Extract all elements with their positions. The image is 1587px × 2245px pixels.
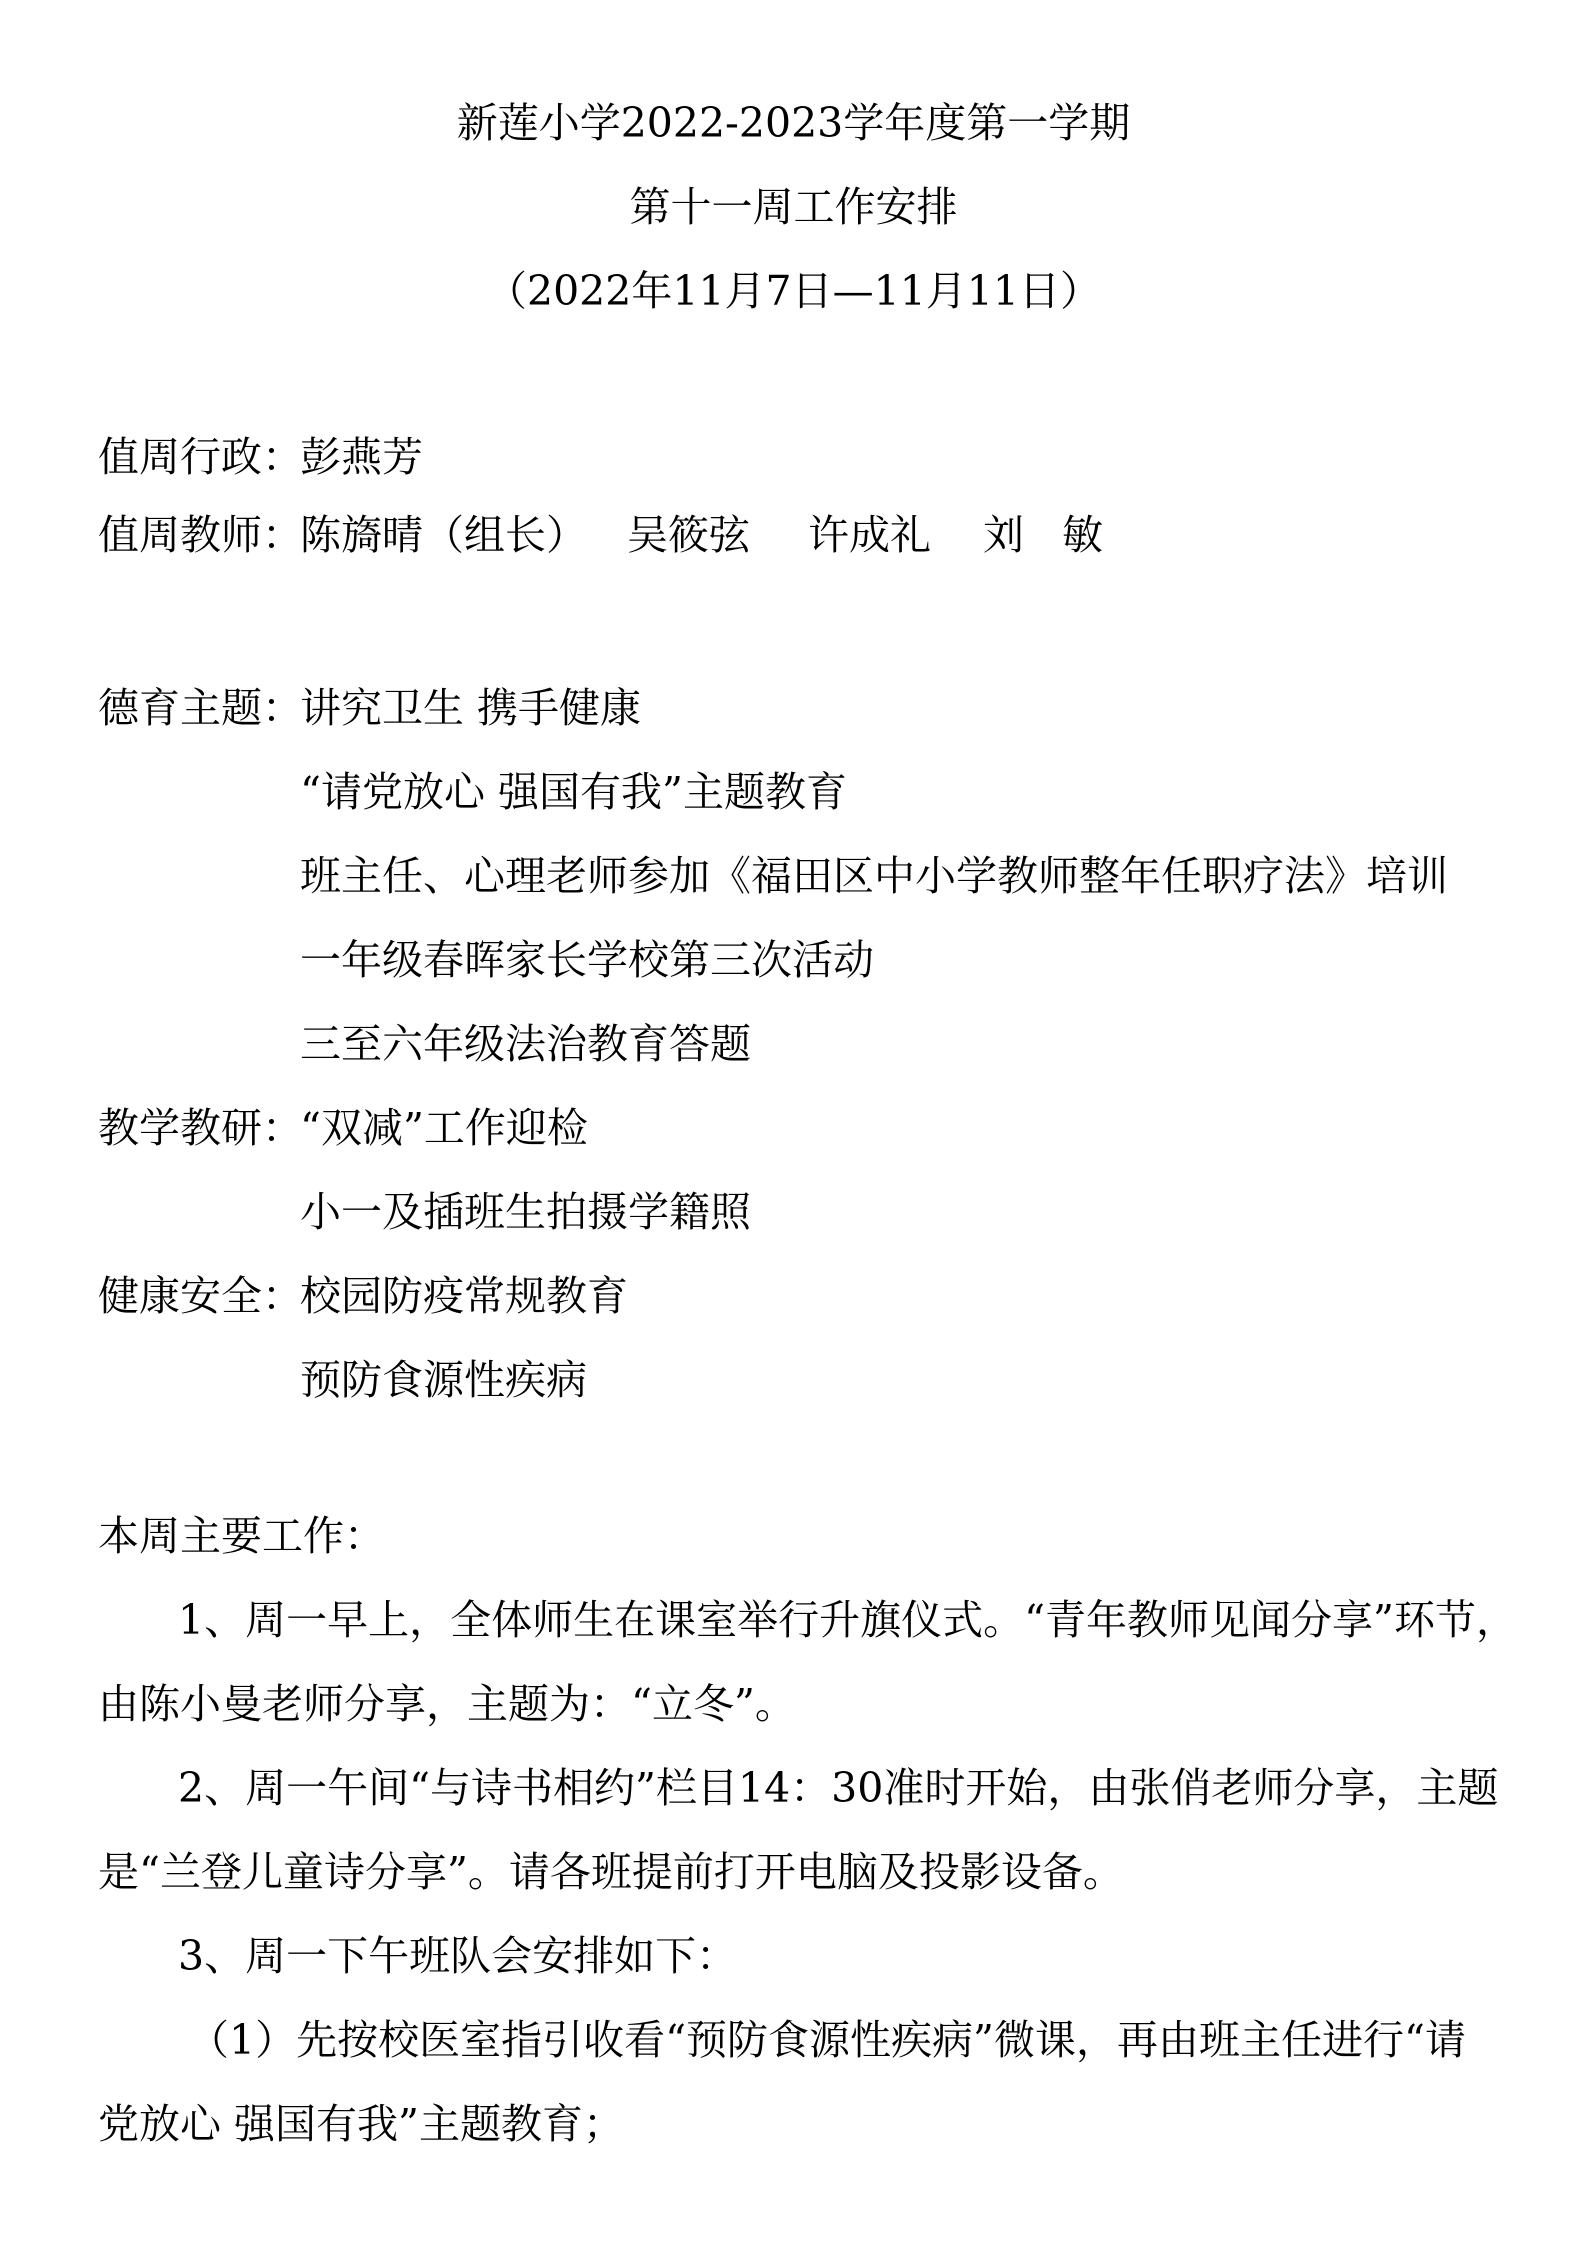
teaching-item: 小一及插班生拍摄学籍照 bbox=[300, 1188, 751, 1236]
safety-item: 校园防疫常规教育 bbox=[300, 1272, 628, 1320]
document-title: 新莲小学2022-2023学年度第一学期 bbox=[456, 99, 1131, 147]
moral-item: “请党放心 强国有我”主题教育 bbox=[300, 768, 847, 816]
moral-item: 班主任、心理老师参加《福田区中小学教师整年任职疗法》培训 bbox=[300, 852, 1448, 900]
main-work-line: 1、周一早上，全体师生在课室举行升旗仪式。“青年教师见闻分享”环节， bbox=[178, 1596, 1518, 1644]
duty-admin-label: 值周行政： bbox=[98, 433, 303, 481]
main-work-line: 由陈小曼老师分享，主题为：“立冬”。 bbox=[98, 1680, 796, 1728]
main-work-line: 2、周一午间“与诗书相约”栏目14：30准时开始，由张俏老师分享，主题 bbox=[178, 1764, 1499, 1812]
moral-item: 一年级春晖家长学校第三次活动 bbox=[300, 936, 874, 984]
duty-teachers-label: 值周教师： bbox=[98, 511, 303, 559]
main-work-line: （1）先按校医室指引收看“预防食源性疾病”微课，再由班主任进行“请 bbox=[188, 2016, 1466, 2064]
safety-section-label: 健康安全： bbox=[98, 1272, 303, 1320]
duty-teachers-list bbox=[300, 510, 1103, 560]
main-work-line: 是“兰登儿童诗分享”。请各班提前打开电脑及投影设备。 bbox=[98, 1848, 1124, 1896]
main-work-heading: 本周主要工作： bbox=[98, 1512, 385, 1560]
safety-item: 预防食源性疾病 bbox=[300, 1356, 587, 1404]
date-range: （2022年11月7日—11月11日） bbox=[486, 267, 1101, 315]
duty-teacher-name: 吴筱弦 bbox=[627, 511, 750, 559]
main-work-line: 党放心 强国有我”主题教育； bbox=[98, 2100, 624, 2148]
duty-teacher-name: 刘 bbox=[983, 511, 1024, 559]
duty-teacher-name: 敏 bbox=[1062, 511, 1103, 559]
moral-item: 三至六年级法治教育答题 bbox=[300, 1020, 751, 1068]
main-work-line: 3、周一下午班队会安排如下： bbox=[178, 1932, 738, 1980]
teaching-item: “双减”工作迎检 bbox=[300, 1104, 588, 1152]
teaching-section-label: 教学教研： bbox=[98, 1104, 303, 1152]
duty-admin-name: 彭燕芳 bbox=[300, 433, 423, 481]
moral-item: 讲究卫生 携手健康 bbox=[300, 684, 642, 732]
duty-teacher-name: 许成礼 bbox=[808, 511, 931, 559]
duty-teacher-name: 陈旖晴（组长） bbox=[300, 511, 587, 559]
document-subtitle: 第十一周工作安排 bbox=[629, 183, 958, 231]
moral-section-label: 德育主题： bbox=[98, 684, 303, 732]
